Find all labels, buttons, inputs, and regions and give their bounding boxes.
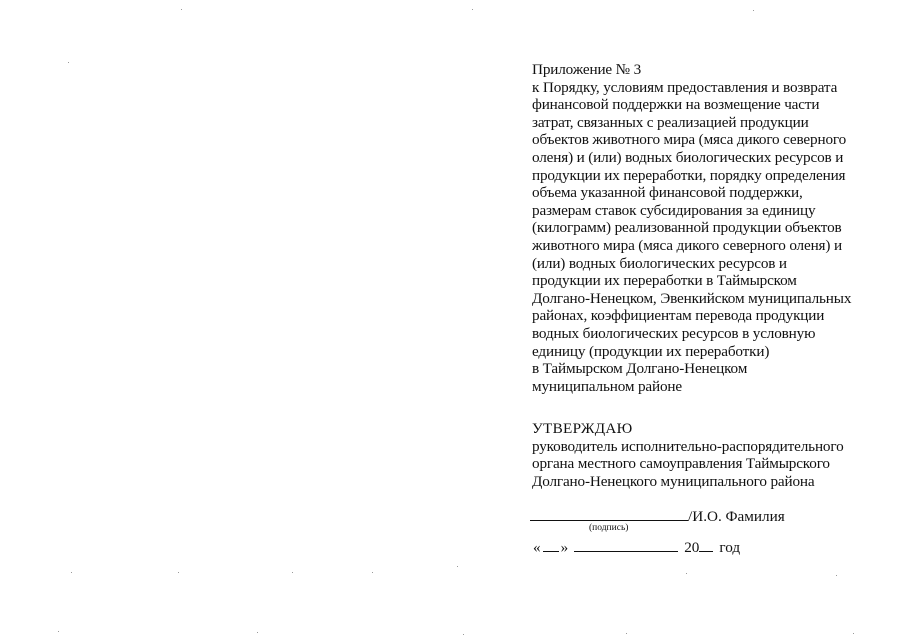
approval-position-line: органа местного самоуправления Таймырского <box>532 455 830 473</box>
year-prefix: 20 <box>684 539 700 556</box>
signature-line <box>530 506 785 526</box>
signature-name: /И.О. Фамилия <box>688 508 785 525</box>
scan-speck <box>753 10 754 11</box>
annex-line: к Порядку, условиям предоставления и возврата <box>532 78 838 96</box>
annex-title: Приложение № 3 <box>532 61 642 78</box>
annex-line: объема указанной финансовой поддержки, <box>532 184 803 202</box>
scan-speck <box>836 575 837 576</box>
month-blank <box>574 537 678 552</box>
year-blank <box>699 537 713 552</box>
annex-line: единицу (продукции их переработки) <box>532 342 770 360</box>
approval-block <box>532 420 897 490</box>
annex-line: водных биологических ресурсов в условную <box>532 324 816 342</box>
scan-speck <box>457 566 458 567</box>
date-close-quote: » <box>560 539 569 556</box>
annex-line: в Таймырском Долгано-Ненецком <box>532 360 748 378</box>
annex-line: животного мира (мяса дикого северного оленя) и <box>532 236 842 254</box>
day-blank <box>543 537 559 552</box>
scan-speck <box>257 632 258 633</box>
approval-title: УТВЕРЖДАЮ <box>532 420 633 437</box>
approval-position-line: руководитель исполнительно-распорядительного <box>532 437 844 455</box>
date-line <box>533 537 740 557</box>
annex-line: размерам ставок субсидирования за единицу <box>532 201 816 219</box>
annex-line: районах, коэффициентам перевода продукции <box>532 307 825 325</box>
scan-speck <box>686 573 687 574</box>
annex-line: финансовой поддержки на возмещение части <box>532 96 820 114</box>
annex-line: (килограмм) реализованной продукции объектов <box>532 219 842 237</box>
annex-line: продукции их переработки, порядку определения <box>532 166 846 184</box>
scan-speck <box>472 9 473 10</box>
scan-speck <box>292 572 293 573</box>
scan-speck <box>372 572 373 573</box>
scan-speck <box>626 633 627 634</box>
approval-position-line: Долгано-Ненецкого муниципального района <box>532 472 815 490</box>
scan-speck <box>181 9 182 10</box>
scan-speck <box>68 62 69 63</box>
annex-line: муниципальном районе <box>532 377 682 395</box>
annex-line: оленя) и (или) водных биологических ресурсов и <box>532 148 844 166</box>
scan-speck <box>178 572 179 573</box>
scan-speck <box>853 633 854 634</box>
annex-line: затрат, связанных с реализацией продукции <box>532 113 809 131</box>
year-suffix: год <box>719 539 741 556</box>
scan-speck <box>463 634 464 635</box>
annex-line: объектов животного мира (мяса дикого северного <box>532 131 847 149</box>
annex-line: (или) водных биологических ресурсов и <box>532 254 787 272</box>
signature-caption: (подпись) <box>589 523 629 533</box>
annex-line: продукции их переработки в Таймырском <box>532 272 797 290</box>
signature-blank <box>530 506 688 521</box>
scan-speck <box>58 631 59 632</box>
annex-header <box>532 61 897 395</box>
scan-speck <box>71 572 72 573</box>
date-open-quote: « <box>533 539 541 556</box>
annex-line: Долгано-Ненецком, Эвенкийском муниципальных <box>532 289 852 307</box>
